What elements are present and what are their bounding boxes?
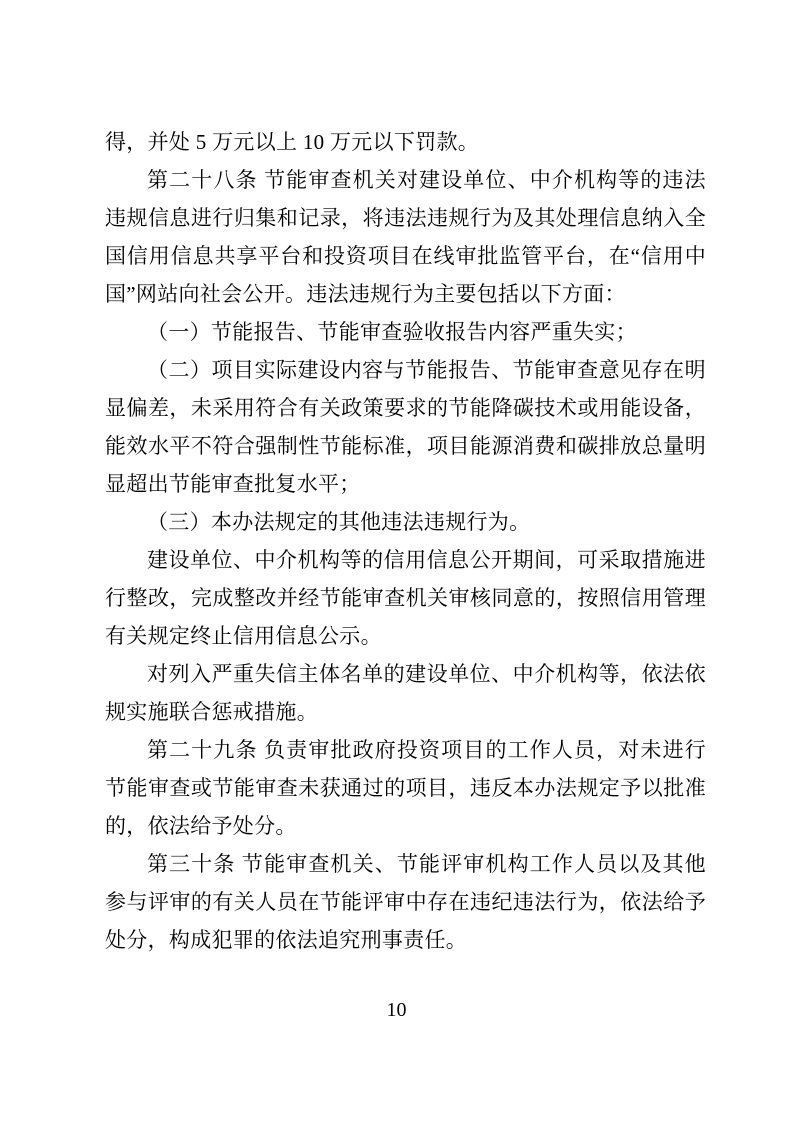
document-body bbox=[105, 123, 706, 959]
paragraph-6: 建设单位、中介机构等的信用信息公开期间，可采取措施进行整改，完成整改并经节能审查机关审核同意的，按照信用管理有关规定终止信用信息公示。 bbox=[105, 548, 706, 648]
paragraph-1: 得，并处 5 万元以上 10 万元以下罚款。 bbox=[105, 130, 480, 154]
paragraph-2: 第二十八条 节能审查机关对建设单位、中介机构等的违法违规信息进行归集和记录，将违法违规行为及其处理信息纳入全国信用信息共享平台和投资项目在线审批监管平台，在“信用中国”网站向社会公开。违法违规行为主要包括以下方面： bbox=[105, 168, 706, 306]
paragraph-4: （二）项目实际建设内容与节能报告、节能审查意见存在明显偏差，未采用符合有关政策要求的节能降碳技术或用能设备，能效水平不符合强制性节能标准，项目能源消费和碳排放总量明显超出节能审查批复水平； bbox=[105, 358, 706, 496]
paragraph-7: 对列入严重失信主体名单的建设单位、中介机构等，依法依规实施联合惩戒措施。 bbox=[105, 662, 706, 724]
paragraph-3: （一）节能报告、节能审查验收报告内容严重失实； bbox=[147, 320, 637, 344]
paragraph-8: 第二十九条 负责审批政府投资项目的工作人员，对未进行节能审查或节能审查未获通过的项目，违反本办法规定予以批准的，依法给予处分。 bbox=[105, 738, 706, 838]
paragraph-9: 第三十条 节能审查机关、节能评审机构工作人员以及其他参与评审的有关人员在节能评审中存在违纪违法行为，依法给予处分，构成犯罪的依法追究刑事责任。 bbox=[105, 852, 706, 952]
page-number: 10 bbox=[386, 999, 407, 1021]
paragraph-5: （三）本办法规定的其他违法违规行为。 bbox=[147, 510, 531, 534]
